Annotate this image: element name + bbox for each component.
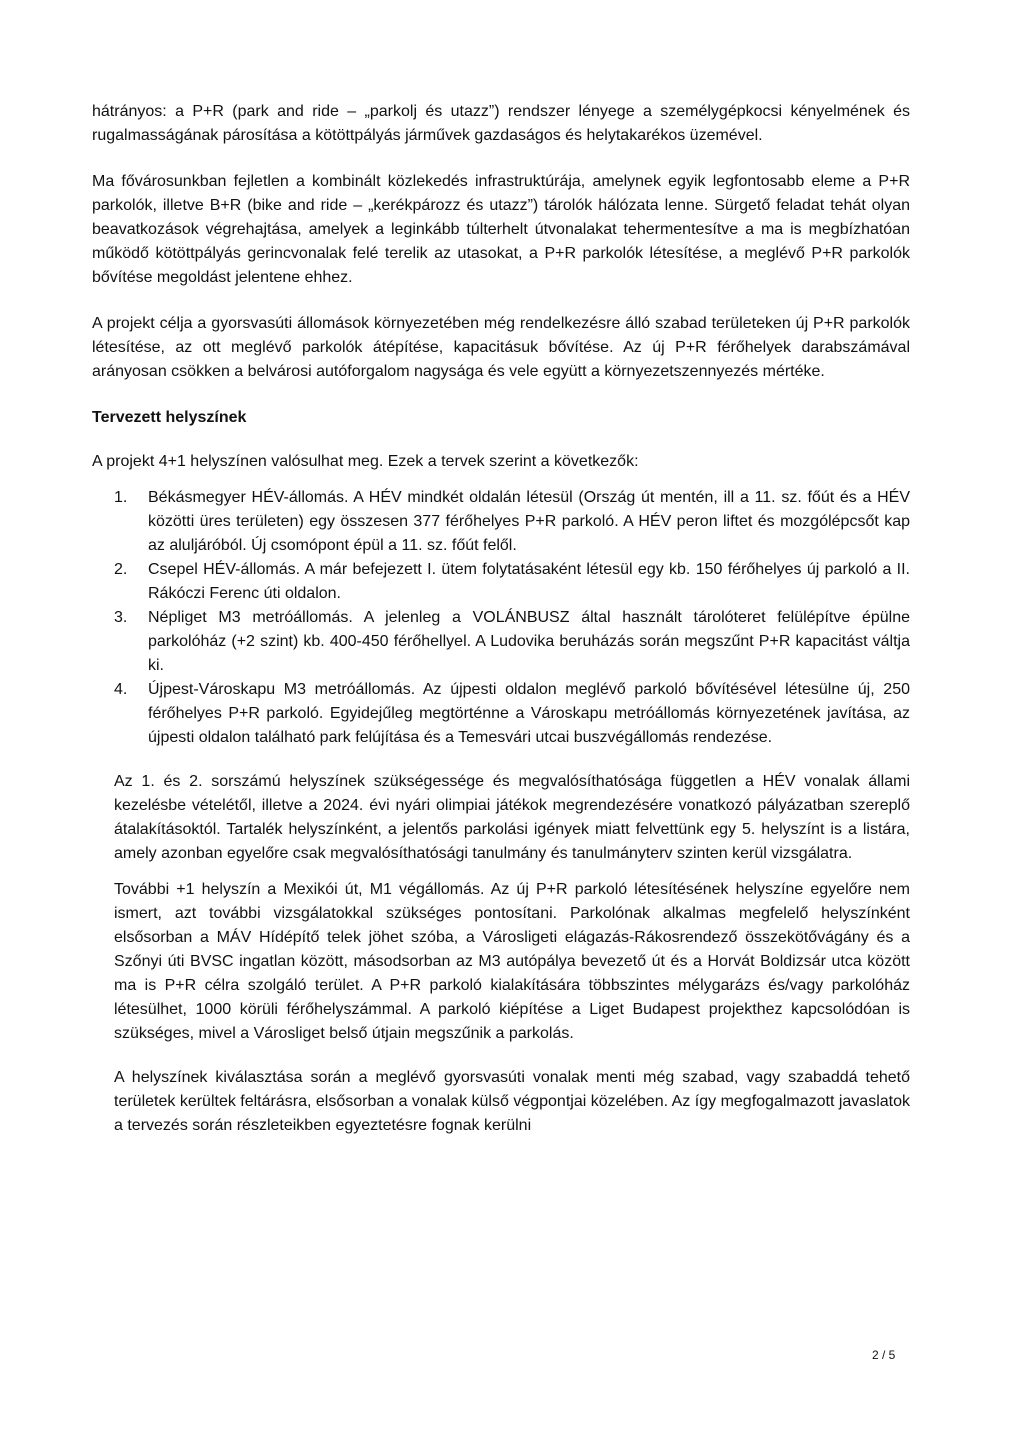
paragraph-location-independence: Az 1. és 2. sorszámú helyszínek szükségessége és megvalósíthatósága független a HÉV vonalak állami kezelésbe vételétől, illetve a 2024. évi nyári olimpiai játékok megrendezésére vonatkozó pályázatban szereplő átalakításoktól. Tartalék helyszínként, a jelentős parkolási igények miatt felvettünk egy 5. helyszínt is a listára, amely azonban egyelőre csak megvalósíthatósági tanulmány és tanulmányterv szinten kerül vizsgálatra. xyxy=(114,773,910,862)
list-item xyxy=(92,606,910,678)
section-heading: Tervezett helyszínek xyxy=(92,409,247,426)
paragraph-project-goal: A projekt célja a gyorsvasúti állomások környezetében még rendelkezésre álló szabad területeken új P+R parkolók létesítése, az ott meglévő parkolók átépítése, kapacitásuk bővítése. Az új P+R férőhelyek darabszámával arányosan csökken a belvárosi autóforgalom nagysága és vele együtt a környezetszennyezés mértéke. xyxy=(92,315,910,380)
paragraph-p-and-r-definition: hátrányos: a P+R (park and ride – „parkolj és utazz”) rendszer lényege a személygépkocsi kényelmének és rugalmasságának párosítása a kötöttpályás járművek gazdaságos és helytakarékos üzemével. xyxy=(92,103,910,144)
list-item-number: 2. xyxy=(114,561,128,578)
list-item-text: Népliget M3 metróállomás. A jelenleg a VOLÁNBUSZ által használt tárolóteret felülépítve épülne parkolóház (+2 szint) kb. 400-450 férőhellyel. A Ludovika beruházás során megszűnt P+R kapacitást váltja ki. xyxy=(148,609,910,674)
paragraph-plus-one-location: További +1 helyszín a Mexikói út, M1 végállomás. Az új P+R parkoló létesítésének helyszíne egyelőre nem ismert, azt további vizsgálatokkal szükséges pontosítani. Parkolónak alkalmas megfelelő helyszínként elsősorban a MÁV Hídépítő telek jöhet szóba, a Városligeti elágazás-Rákosrendező összekötővágány és a Szőnyi úti BVSC ingatlan között, másodsorban az M3 autópálya bevezető út és a Horvát Boldizsár utca között ma is P+R célra szolgáló terület. A P+R parkoló kialakítására többszintes mélygarázs és/vagy parkolóház létesülhet, 1000 körüli férőhelyszámmal. A parkoló kiépítése a Liget Budapest projekthez kapcsolódóan is szükséges, mivel a Városliget belső útjain megszűnik a parkolás. xyxy=(114,881,910,1042)
location-list xyxy=(92,486,910,750)
list-item-text: Csepel HÉV-állomás. A már befejezett I. ütem folytatásaként létesül egy kb. 150 férőhelyes új parkoló a II. Rákóczi Ferenc úti oldalon. xyxy=(148,561,910,602)
page-number: 2 / 5 xyxy=(872,1348,896,1362)
list-item-text: Békásmegyer HÉV-állomás. A HÉV mindkét oldalán létesül (Ország út mentén, ill a 11. sz. főút és a HÉV közötti üres területen) egy összesen 377 férőhelyes P+R parkoló. A HÉV peron liftet és mozgólépcsőt kap az aluljáróból. Új csomópont épül a 11. sz. főút felől. xyxy=(148,489,910,554)
list-item-number: 4. xyxy=(114,681,128,698)
list-item xyxy=(92,678,910,750)
list-item-number: 3. xyxy=(114,609,128,626)
list-item-number: 1. xyxy=(114,489,128,506)
paragraph-combined-transport: Ma fővárosunkban fejletlen a kombinált közlekedés infrastruktúrája, amelynek egyik legfontosabb eleme a P+R parkolók, illetve B+R (bike and ride – „kerékpározz és utazz”) tárolók hálózata lenne. Sürgető feladat tehát olyan beavatkozások végrehajtása, amelyek a leginkább túlterhelt útvonalakat tehermentesítve a ma is megbízhatóan működő kötöttpályás gerincvonalak felé terelik az utasokat, a P+R parkolók létesítése, a meglévő P+R parkolók bővítése megoldást jelentene ehhez. xyxy=(92,173,910,286)
section-intro: A projekt 4+1 helyszínen valósulhat meg. Ezek a tervek szerint a következők: xyxy=(92,453,639,470)
paragraph-location-selection: A helyszínek kiválasztása során a meglévő gyorsvasúti vonalak menti még szabad, vagy szabaddá tehető területek kerültek feltárásra, elsősorban a vonalak külső végpontjai közelében. Az így megfogalmazott javaslatok a tervezés során részleteikben egyeztetésre fognak kerülni xyxy=(114,1069,910,1134)
list-item-text: Újpest-Városkapu M3 metróállomás. Az újpesti oldalon meglévő parkoló bővítésével létesülne új, 250 férőhelyes P+R parkoló. Egyidejűleg megtörténne a Városkapu metróállomás környezetének javítása, az újpesti oldalon található park felújítása és a Temesvári utcai buszvégállomás rendezése. xyxy=(148,681,910,746)
list-item xyxy=(92,558,910,606)
document-page xyxy=(92,100,910,1138)
list-item xyxy=(92,486,910,558)
